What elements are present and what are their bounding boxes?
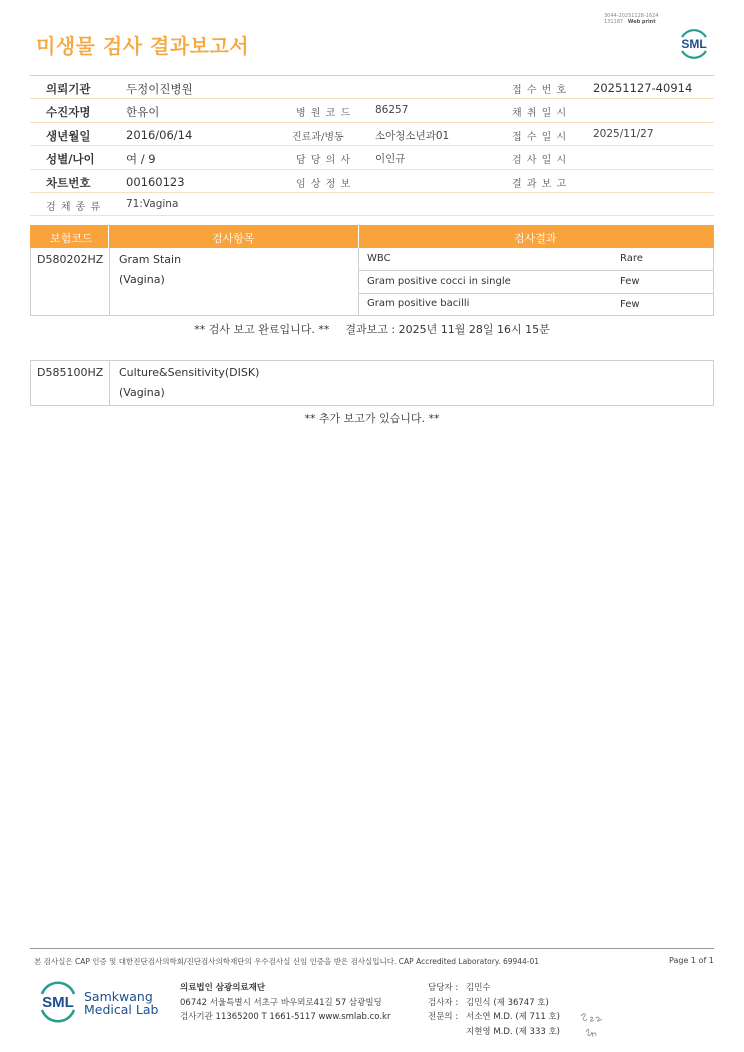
test2-name: Culture&Sensitivity(DISK) bbox=[119, 366, 260, 379]
label-collection-time: 채 취 일 시 bbox=[512, 108, 568, 120]
sml-logo-icon bbox=[676, 26, 712, 62]
result-name-gp-bacilli: Gram positive bacilli bbox=[367, 298, 470, 309]
label-test-time: 검 사 일 시 bbox=[512, 155, 568, 167]
value-sex-age: 여 / 9 bbox=[126, 152, 156, 167]
label-chart-number: 차트번호 bbox=[46, 175, 91, 190]
report-complete-text: ** 검사 보고 완료입니다. ** bbox=[194, 323, 330, 336]
value-physician: 이인규 bbox=[375, 153, 406, 166]
label-referring-institution: 의뢰기관 bbox=[46, 82, 91, 96]
value-receipt-time: 2025/11/27 bbox=[593, 127, 654, 140]
label-result-report: 결 과 보 고 bbox=[512, 178, 568, 190]
label-birth-date: 생년월일 bbox=[46, 128, 91, 143]
test2-code: D585100HZ bbox=[37, 366, 104, 379]
value-patient-name: 한유이 bbox=[126, 105, 160, 120]
result-name-wbc: WBC bbox=[367, 253, 391, 264]
footer-divider bbox=[30, 948, 714, 949]
result-name-gp-cocci: Gram positive cocci in single bbox=[367, 276, 511, 287]
result-table-header bbox=[30, 225, 714, 248]
brand-name-line2: Medical Lab bbox=[84, 1002, 159, 1017]
value-department: 소아청소년과01 bbox=[375, 129, 450, 142]
result-value-wbc: Rare bbox=[620, 253, 643, 264]
print-mode: Web print bbox=[627, 19, 656, 25]
label-accession-number: 접 수 번 호 bbox=[512, 85, 568, 96]
result-table-body bbox=[30, 248, 714, 316]
label-clinical-info: 임 상 정 보 bbox=[296, 178, 352, 190]
result-value-gp-cocci: Few bbox=[620, 276, 640, 287]
label-physician: 담 당 의 사 bbox=[296, 155, 352, 167]
org-address: 06742 서울특별시 서초구 바우뫼로41길 57 삼광빌딩 bbox=[180, 997, 382, 1008]
signature-icon bbox=[578, 1010, 612, 1040]
header-test-result: 검사결과 bbox=[514, 232, 557, 245]
additional-report-note: ** 추가 보고가 있습니다. ** bbox=[304, 412, 440, 425]
value-hospital-code: 86257 bbox=[375, 104, 409, 117]
header-test-item: 검사항목 bbox=[212, 232, 255, 245]
report-title: 미생물 검사 결과보고서 bbox=[36, 34, 250, 58]
test1-name: Gram Stain bbox=[119, 253, 182, 266]
label-sex-age: 성별/나이 bbox=[46, 152, 95, 167]
value-specimen-type: 71:Vagina bbox=[126, 197, 179, 210]
info-row bbox=[30, 146, 714, 169]
print-id-line2: 131187 bbox=[604, 19, 624, 25]
report-complete-note bbox=[0, 321, 744, 337]
test1-code: D580202HZ bbox=[37, 253, 104, 266]
page-number: Page 1 of 1 bbox=[669, 956, 714, 965]
value-referring-institution: 두정이진병원 bbox=[126, 82, 193, 96]
brand-name-line1: Samkwang bbox=[84, 989, 153, 1004]
org-contact: 검사기관 11365200 T 1661-5117 www.smlab.co.kr bbox=[180, 1012, 391, 1022]
value-chart-number: 00160123 bbox=[126, 174, 185, 189]
info-row bbox=[30, 170, 714, 193]
print-id bbox=[604, 13, 659, 25]
label-department: 진료과/병동 bbox=[292, 131, 344, 143]
info-row bbox=[30, 193, 714, 216]
print-id-line1: 3044-20251128-1624 bbox=[604, 13, 659, 19]
label-hospital-code: 병 원 코 드 bbox=[296, 108, 352, 120]
staff-name: 서소연 M.D. (제 711 호) bbox=[466, 1012, 561, 1022]
staff-role: 전문의 : bbox=[428, 1012, 459, 1022]
staff-role: 검사자 : bbox=[428, 997, 459, 1008]
patient-info-table bbox=[30, 75, 714, 216]
staff-name: 김민식 (제 36747 호) bbox=[466, 997, 549, 1008]
staff-name: 김민수 bbox=[466, 983, 491, 993]
staff-role: 담당자 : bbox=[428, 983, 459, 993]
report-time-text: 결과보고 : 2025년 11월 28일 16시 15분 bbox=[345, 323, 550, 336]
staff-list bbox=[428, 981, 560, 1039]
organization-info bbox=[180, 981, 390, 1025]
org-name: 의료법인 삼광의료재단 bbox=[180, 983, 266, 993]
label-patient-name: 수진자명 bbox=[46, 105, 91, 120]
info-row bbox=[30, 76, 714, 99]
sml-logo-text: SML bbox=[681, 37, 707, 51]
header-insurance-code: 보험코드 bbox=[50, 232, 93, 245]
label-specimen-type: 검 체 종 류 bbox=[46, 201, 102, 213]
result-value-gp-bacilli: Few bbox=[620, 299, 640, 310]
value-birth-date: 2016/06/14 bbox=[126, 127, 193, 142]
value-accession-number: 20251127-40914 bbox=[593, 81, 693, 95]
samkwang-logo-icon bbox=[36, 980, 80, 1024]
info-row bbox=[30, 123, 714, 146]
result-table-2 bbox=[30, 360, 714, 406]
result-table bbox=[30, 225, 714, 316]
brand-name bbox=[84, 990, 158, 1016]
certification-text: 본 검사실은 CAP 인증 및 대한진단검사의학회/진단검사의학재단의 우수검사실 신임 인증을 받은 검사실입니다. CAP Accredited Laboratory. 69944-01 bbox=[34, 957, 540, 966]
test2-specimen: (Vagina) bbox=[119, 386, 165, 399]
info-row bbox=[30, 99, 714, 122]
test1-specimen: (Vagina) bbox=[119, 273, 165, 286]
label-receipt-time: 접 수 일 시 bbox=[512, 131, 568, 143]
samkwang-logo-text: SML bbox=[42, 994, 74, 1011]
staff-name: 지현영 M.D. (제 333 호) bbox=[466, 1026, 561, 1037]
